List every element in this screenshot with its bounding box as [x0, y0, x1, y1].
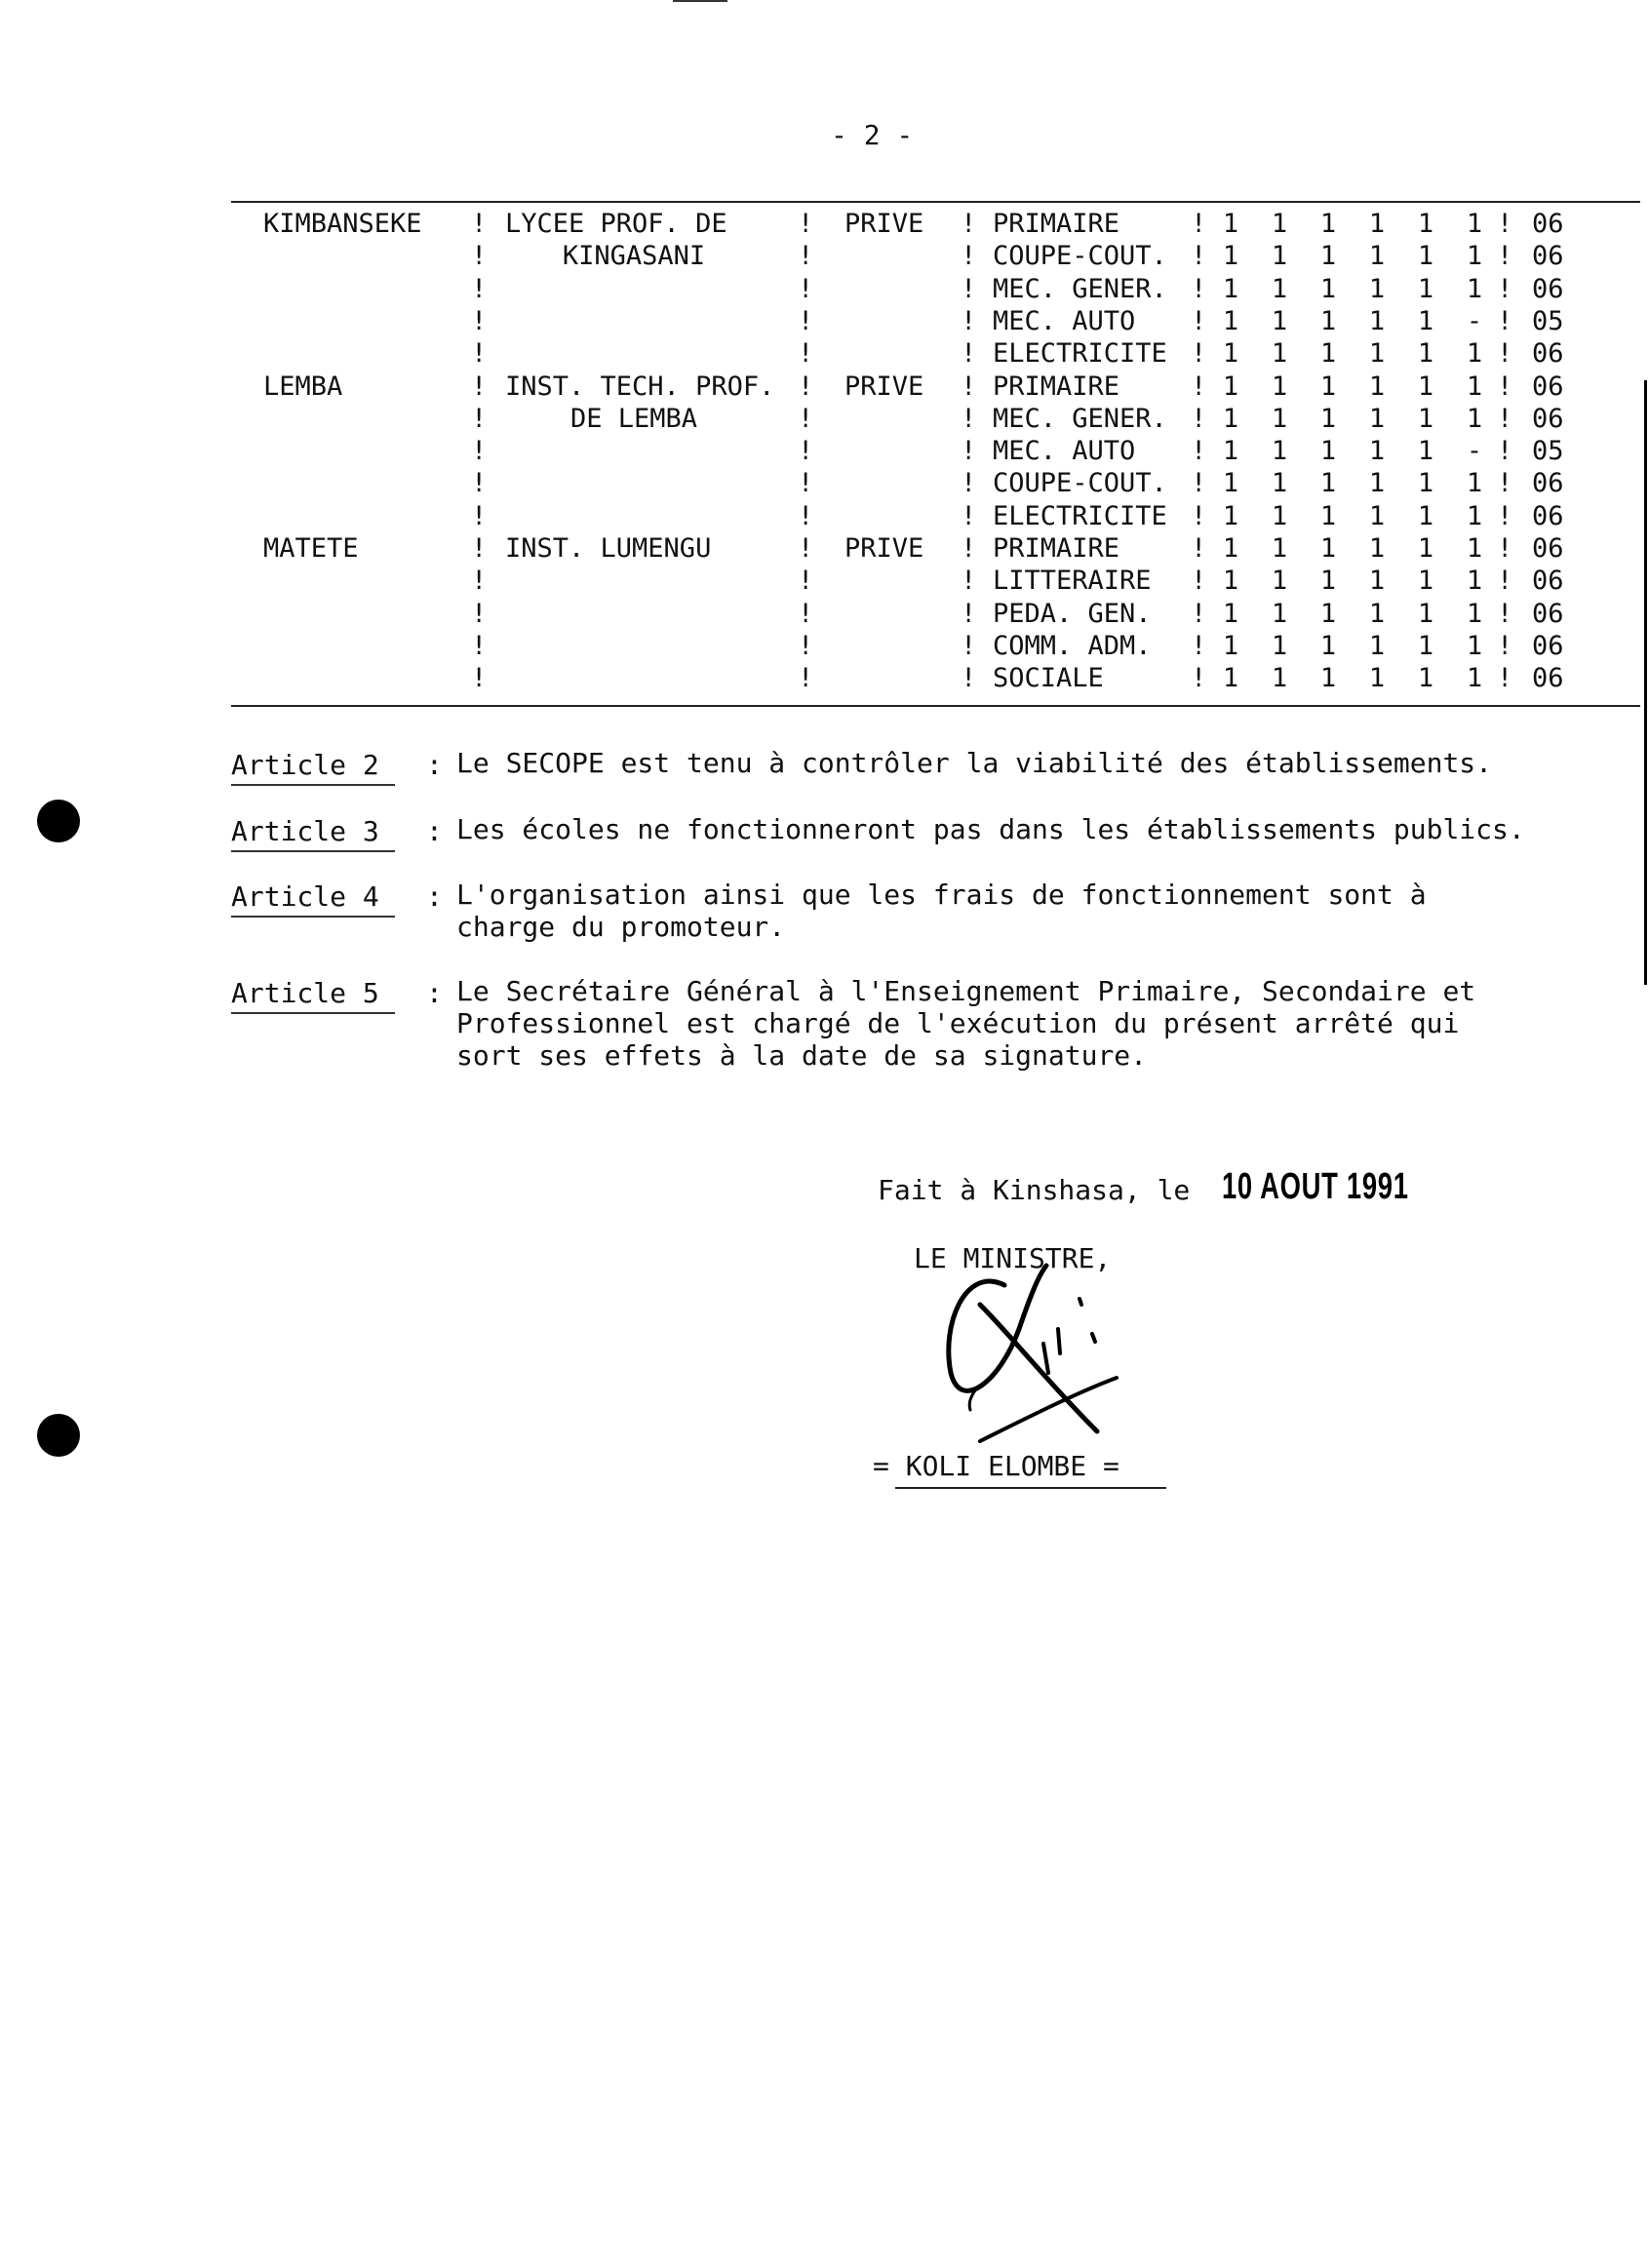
option-cell: MEC. AUTO — [993, 436, 1136, 467]
column-separator: ! — [798, 500, 814, 531]
class-count-cell: 1 — [1222, 305, 1239, 336]
total-cell: 06 — [1532, 663, 1564, 694]
table-row — [0, 599, 1649, 631]
class-count-cell: - — [1466, 436, 1483, 467]
class-count-cell: 1 — [1271, 468, 1288, 499]
establishment-cell: DE LEMBA — [569, 403, 698, 434]
class-count-cell: 1 — [1319, 403, 1337, 434]
column-separator: ! — [1497, 566, 1513, 597]
column-separator: ! — [798, 598, 814, 629]
column-separator: ! — [961, 598, 977, 629]
establishment-cell: INST. TECH. PROF. — [505, 371, 775, 402]
column-separator: ! — [1191, 533, 1207, 564]
column-separator: ! — [471, 403, 488, 434]
column-separator: ! — [798, 338, 814, 370]
column-separator: ! — [1191, 436, 1207, 467]
article-label-underline — [231, 850, 395, 852]
column-separator: ! — [798, 403, 814, 434]
column-separator: ! — [798, 273, 814, 304]
class-count-cell: 1 — [1319, 273, 1337, 304]
class-count-cell: 1 — [1417, 273, 1434, 304]
class-count-cell: 1 — [1319, 209, 1337, 239]
class-count-cell: 1 — [1368, 436, 1386, 467]
article-text: Le SECOPE est tenu à contrôler la viabilité des établissements. — [456, 747, 1493, 779]
class-count-cell: 1 — [1368, 468, 1386, 499]
class-count-cell: 1 — [1368, 371, 1386, 402]
table-row — [0, 274, 1649, 306]
class-count-cell: 1 — [1271, 630, 1288, 661]
column-separator: ! — [1497, 209, 1513, 239]
total-cell: 06 — [1532, 500, 1564, 531]
table-row — [0, 501, 1649, 533]
class-count-cell: 1 — [1271, 598, 1288, 629]
column-separator: ! — [1191, 566, 1207, 597]
article-label-underline — [231, 916, 395, 918]
class-count-cell: 1 — [1368, 305, 1386, 336]
class-count-cell: 1 — [1417, 371, 1434, 402]
class-count-cell: 1 — [1271, 436, 1288, 467]
handwritten-signature — [912, 1236, 1165, 1461]
column-separator: ! — [1191, 305, 1207, 336]
class-count-cell: 1 — [1466, 371, 1483, 402]
column-separator: ! — [471, 566, 488, 597]
class-count-cell: 1 — [1271, 241, 1288, 272]
class-count-cell: 1 — [1271, 663, 1288, 694]
article-label-text: Article 3 — [231, 815, 379, 847]
table-row — [0, 566, 1649, 598]
class-count-cell: 1 — [1319, 305, 1337, 336]
signatory-name: = KOLI ELOMBE = — [873, 1450, 1119, 1482]
class-count-cell: 1 — [1271, 533, 1288, 564]
article-colon: : — [426, 880, 443, 913]
class-count-cell: 1 — [1368, 403, 1386, 434]
column-separator: ! — [798, 371, 814, 402]
class-count-cell: 1 — [1466, 338, 1483, 370]
table-row — [0, 468, 1649, 500]
class-count-cell: 1 — [1319, 338, 1337, 370]
total-cell: 06 — [1532, 241, 1564, 272]
column-separator: ! — [471, 630, 488, 661]
total-cell: 06 — [1532, 630, 1564, 661]
class-count-cell: 1 — [1466, 533, 1483, 564]
class-count-cell: 1 — [1222, 436, 1239, 467]
class-count-cell: 1 — [1417, 663, 1434, 694]
option-cell: COMM. ADM. — [993, 630, 1152, 661]
article-label — [231, 815, 379, 847]
class-count-cell: 1 — [1417, 241, 1434, 272]
option-cell: PRIMAIRE — [993, 209, 1120, 239]
column-separator: ! — [961, 209, 977, 239]
class-count-cell: 1 — [1222, 468, 1239, 499]
establishment-cell: LYCEE PROF. DE — [505, 209, 727, 239]
date-stamp: 10 AOUT 1991 — [1222, 1166, 1409, 1207]
column-separator: ! — [1191, 468, 1207, 499]
class-count-cell: 1 — [1466, 500, 1483, 531]
table-row — [0, 338, 1649, 371]
article-label-text: Article 4 — [231, 880, 379, 913]
class-count-cell: 1 — [1368, 663, 1386, 694]
minister-title: LE MINISTRE, — [914, 1242, 1112, 1274]
column-separator: ! — [961, 630, 977, 661]
column-separator: ! — [798, 663, 814, 694]
class-count-cell: 1 — [1222, 630, 1239, 661]
class-count-cell: 1 — [1466, 468, 1483, 499]
column-separator: ! — [1191, 598, 1207, 629]
class-count-cell: 1 — [1222, 663, 1239, 694]
place-date-label: Fait à Kinshasa, le — [878, 1174, 1191, 1206]
class-count-cell: 1 — [1466, 663, 1483, 694]
regime-cell: PRIVE — [844, 371, 924, 402]
column-separator: ! — [798, 566, 814, 597]
article-colon: : — [426, 749, 443, 781]
establishment-cell: KINGASANI — [562, 241, 706, 272]
column-separator: ! — [1191, 241, 1207, 272]
column-separator: ! — [471, 436, 488, 467]
article-label — [231, 977, 379, 1009]
total-cell: 06 — [1532, 209, 1564, 239]
column-separator: ! — [798, 241, 814, 272]
column-separator: ! — [471, 241, 488, 272]
class-count-cell: 1 — [1368, 209, 1386, 239]
total-cell: 06 — [1532, 338, 1564, 370]
total-cell: 06 — [1532, 273, 1564, 304]
class-count-cell: 1 — [1368, 338, 1386, 370]
class-count-cell: 1 — [1271, 209, 1288, 239]
column-separator: ! — [961, 468, 977, 499]
column-separator: ! — [798, 468, 814, 499]
punch-hole-upper — [37, 800, 80, 842]
column-separator: ! — [961, 338, 977, 370]
table-row — [0, 404, 1649, 436]
option-cell: LITTERAIRE — [993, 566, 1152, 597]
column-separator: ! — [961, 533, 977, 564]
class-count-cell: 1 — [1368, 241, 1386, 272]
option-cell: SOCIALE — [993, 663, 1104, 694]
article-colon: : — [426, 815, 443, 847]
option-cell: PRIMAIRE — [993, 371, 1120, 402]
article-text: Le Secrétaire Général à l'Enseignement Primaire, Secondaire et Professionnel est chargé de l'exécution du présent arrêté qui sort ses effets à la date de sa signature. — [456, 975, 1476, 1072]
page-number: - 2 - — [831, 119, 914, 151]
column-separator: ! — [1191, 630, 1207, 661]
column-separator: ! — [1497, 598, 1513, 629]
table-row — [0, 371, 1649, 404]
column-separator: ! — [798, 533, 814, 564]
article-label-text: Article 5 — [231, 977, 379, 1009]
class-count-cell: 1 — [1417, 436, 1434, 467]
class-count-cell: 1 — [1466, 598, 1483, 629]
table-row — [0, 241, 1649, 273]
column-separator: ! — [961, 371, 977, 402]
option-cell: PRIMAIRE — [993, 533, 1120, 564]
column-separator: ! — [471, 305, 488, 336]
option-cell: COUPE-COUT. — [993, 468, 1167, 499]
class-count-cell: 1 — [1466, 403, 1483, 434]
class-count-cell: 1 — [1319, 533, 1337, 564]
class-count-cell: 1 — [1368, 566, 1386, 597]
commune-cell: KIMBANSEKE — [263, 209, 422, 239]
column-separator: ! — [1191, 371, 1207, 402]
article-text: L'organisation ainsi que les frais de fonctionnement sont à charge du promoteur. — [456, 879, 1427, 943]
option-cell: MEC. GENER. — [993, 273, 1167, 304]
option-cell: ELECTRICITE — [993, 338, 1167, 370]
total-cell: 06 — [1532, 598, 1564, 629]
article-colon: : — [426, 977, 443, 1009]
column-separator: ! — [1497, 500, 1513, 531]
class-count-cell: 1 — [1222, 533, 1239, 564]
class-count-cell: 1 — [1466, 241, 1483, 272]
column-separator: ! — [471, 598, 488, 629]
column-separator: ! — [1191, 403, 1207, 434]
class-count-cell: 1 — [1319, 241, 1337, 272]
option-cell: COUPE-COUT. — [993, 241, 1167, 272]
total-cell: 05 — [1532, 436, 1564, 467]
column-separator: ! — [1497, 630, 1513, 661]
class-count-cell: 1 — [1417, 566, 1434, 597]
option-cell: ELECTRICITE — [993, 500, 1167, 531]
class-count-cell: 1 — [1271, 403, 1288, 434]
class-count-cell: 1 — [1319, 371, 1337, 402]
class-count-cell: 1 — [1466, 566, 1483, 597]
column-separator: ! — [1497, 533, 1513, 564]
column-separator: ! — [1191, 500, 1207, 531]
table-bottom-rule — [231, 705, 1640, 707]
column-separator: ! — [1497, 436, 1513, 467]
total-cell: 05 — [1532, 305, 1564, 336]
class-count-cell: 1 — [1319, 566, 1337, 597]
table-row — [0, 436, 1649, 468]
class-count-cell: 1 — [1368, 533, 1386, 564]
column-separator: ! — [961, 241, 977, 272]
column-separator: ! — [471, 273, 488, 304]
column-separator: ! — [1191, 273, 1207, 304]
class-count-cell: 1 — [1319, 598, 1337, 629]
column-separator: ! — [471, 533, 488, 564]
column-separator: ! — [961, 566, 977, 597]
table-row — [0, 209, 1649, 241]
class-count-cell: 1 — [1417, 209, 1434, 239]
total-cell: 06 — [1532, 371, 1564, 402]
table-row — [0, 663, 1649, 695]
class-count-cell: 1 — [1417, 403, 1434, 434]
total-cell: 06 — [1532, 533, 1564, 564]
class-count-cell: 1 — [1222, 598, 1239, 629]
signatory-underline — [895, 1487, 1166, 1489]
class-count-cell: 1 — [1466, 630, 1483, 661]
table-top-rule — [231, 201, 1640, 203]
article-label-text: Article 2 — [231, 749, 379, 781]
article-label — [231, 880, 379, 913]
column-separator: ! — [1497, 663, 1513, 694]
column-separator: ! — [471, 663, 488, 694]
article-label-underline — [231, 1012, 395, 1014]
class-count-cell: 1 — [1222, 371, 1239, 402]
class-count-cell: 1 — [1368, 630, 1386, 661]
commune-cell: LEMBA — [263, 371, 343, 402]
class-count-cell: 1 — [1319, 663, 1337, 694]
class-count-cell: 1 — [1319, 630, 1337, 661]
class-count-cell: 1 — [1319, 500, 1337, 531]
column-separator: ! — [961, 500, 977, 531]
commune-cell: MATETE — [263, 533, 359, 564]
class-count-cell: 1 — [1417, 338, 1434, 370]
column-separator: ! — [1497, 371, 1513, 402]
class-count-cell: 1 — [1417, 533, 1434, 564]
class-count-cell: 1 — [1368, 500, 1386, 531]
column-separator: ! — [798, 630, 814, 661]
article-label — [231, 749, 379, 781]
column-separator: ! — [471, 209, 488, 239]
class-count-cell: 1 — [1368, 273, 1386, 304]
class-count-cell: 1 — [1271, 371, 1288, 402]
class-count-cell: 1 — [1271, 500, 1288, 531]
class-count-cell: - — [1466, 305, 1483, 336]
column-separator: ! — [471, 468, 488, 499]
column-separator: ! — [1497, 403, 1513, 434]
class-count-cell: 1 — [1417, 468, 1434, 499]
column-separator: ! — [961, 305, 977, 336]
table-row — [0, 533, 1649, 566]
class-count-cell: 1 — [1222, 500, 1239, 531]
class-count-cell: 1 — [1417, 630, 1434, 661]
column-separator: ! — [798, 209, 814, 239]
column-separator: ! — [1497, 241, 1513, 272]
class-count-cell: 1 — [1417, 305, 1434, 336]
total-cell: 06 — [1532, 566, 1564, 597]
establishment-cell: INST. LUMENGU — [505, 533, 712, 564]
column-separator: ! — [1497, 305, 1513, 336]
total-cell: 06 — [1532, 468, 1564, 499]
top-edge-mark — [673, 0, 727, 2]
column-separator: ! — [471, 371, 488, 402]
class-count-cell: 1 — [1222, 273, 1239, 304]
column-separator: ! — [1497, 338, 1513, 370]
class-count-cell: 1 — [1222, 241, 1239, 272]
column-separator: ! — [1191, 209, 1207, 239]
column-separator: ! — [1191, 338, 1207, 370]
table-row — [0, 306, 1649, 338]
right-edge-mark — [1644, 380, 1647, 985]
regime-cell: PRIVE — [844, 209, 924, 239]
article-text: Les écoles ne fonctionneront pas dans les établissements publics. — [456, 813, 1525, 845]
column-separator: ! — [961, 403, 977, 434]
column-separator: ! — [471, 500, 488, 531]
class-count-cell: 1 — [1466, 273, 1483, 304]
punch-hole-lower — [37, 1414, 80, 1457]
option-cell: PEDA. GEN. — [993, 598, 1152, 629]
class-count-cell: 1 — [1319, 468, 1337, 499]
total-cell: 06 — [1532, 403, 1564, 434]
class-count-cell: 1 — [1271, 566, 1288, 597]
column-separator: ! — [1497, 273, 1513, 304]
class-count-cell: 1 — [1271, 273, 1288, 304]
class-count-cell: 1 — [1271, 338, 1288, 370]
column-separator: ! — [798, 305, 814, 336]
article-label-underline — [231, 784, 395, 786]
class-count-cell: 1 — [1222, 338, 1239, 370]
class-count-cell: 1 — [1271, 305, 1288, 336]
column-separator: ! — [1497, 468, 1513, 499]
option-cell: MEC. AUTO — [993, 305, 1136, 336]
column-separator: ! — [961, 436, 977, 467]
class-count-cell: 1 — [1222, 566, 1239, 597]
column-separator: ! — [471, 338, 488, 370]
column-separator: ! — [1191, 663, 1207, 694]
table-row — [0, 631, 1649, 663]
option-cell: MEC. GENER. — [993, 403, 1167, 434]
class-count-cell: 1 — [1368, 598, 1386, 629]
class-count-cell: 1 — [1222, 403, 1239, 434]
class-count-cell: 1 — [1319, 436, 1337, 467]
column-separator: ! — [798, 436, 814, 467]
class-count-cell: 1 — [1222, 209, 1239, 239]
regime-cell: PRIVE — [844, 533, 924, 564]
class-count-cell: 1 — [1417, 500, 1434, 531]
class-count-cell: 1 — [1417, 598, 1434, 629]
class-count-cell: 1 — [1466, 209, 1483, 239]
column-separator: ! — [961, 663, 977, 694]
column-separator: ! — [961, 273, 977, 304]
